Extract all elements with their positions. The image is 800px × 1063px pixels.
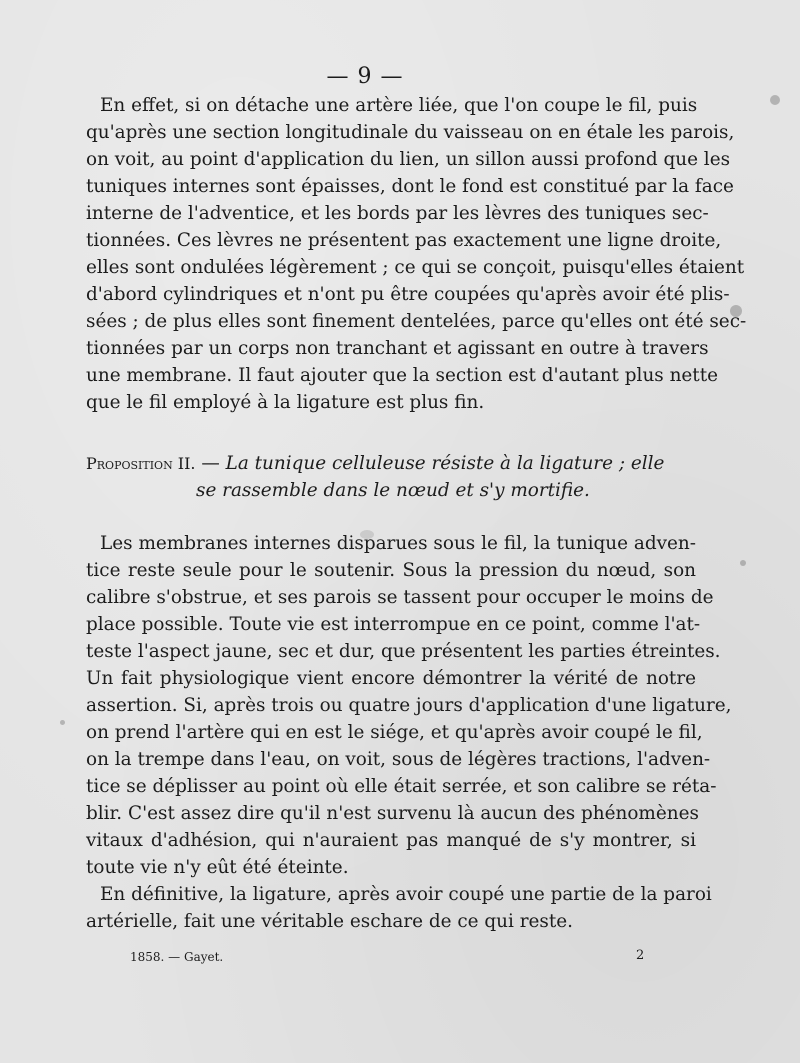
text-line: qu'après une section longitudinale du vaisseau on en étale les parois, bbox=[86, 122, 735, 143]
proposition-text-line: se rassemble dans le nœud et s'y mortifie. bbox=[196, 480, 590, 501]
text-line: En définitive, la ligature, après avoir coupé une partie de la paroi bbox=[100, 884, 712, 905]
text-line: blir. C'est assez dire qu'il n'est survenu là aucun des phénomènes bbox=[86, 803, 699, 824]
text-line: tice reste seule pour le soutenir. Sous la pression du nœud, son bbox=[86, 560, 696, 581]
text-line: on prend l'artère qui en est le siége, et qu'après avoir coupé le fil, bbox=[86, 722, 703, 743]
text-line: une membrane. Il faut ajouter que la section est d'autant plus nette bbox=[86, 365, 718, 386]
paper-speck bbox=[60, 720, 65, 725]
signature-mark: 2 bbox=[636, 948, 645, 963]
text-line: on la trempe dans l'eau, on voit, sous de légères tractions, l'adven- bbox=[86, 749, 711, 770]
text-line: Un fait physiologique vient encore démontrer la vérité de notre bbox=[86, 668, 696, 689]
text-line: assertion. Si, après trois ou quatre jours d'application d'une ligature, bbox=[86, 695, 732, 716]
proposition-heading bbox=[86, 450, 696, 504]
text-line: tice se déplisser au point où elle était serrée, et son calibre se réta- bbox=[86, 776, 717, 797]
text-line: calibre s'obstrue, et ses parois se tassent pour occuper le moins de bbox=[86, 587, 714, 608]
text-line: Les membranes internes disparues sous le fil, la tunique adven- bbox=[100, 533, 696, 554]
text-line: d'abord cylindriques et n'ont pu être coupées qu'après avoir été plis- bbox=[86, 284, 730, 305]
text-line: que le fil employé à la ligature est plus fin. bbox=[86, 392, 485, 413]
page-number: — 9 — bbox=[326, 64, 404, 89]
text-line: tuniques internes sont épaisses, dont le fond est constitué par la face bbox=[86, 176, 734, 197]
text-line: on voit, au point d'application du lien, un sillon aussi profond que les bbox=[86, 149, 731, 170]
text-line: teste l'aspect jaune, sec et dur, que présentent les parties étreintes. bbox=[86, 641, 721, 662]
text-line: sées ; de plus elles sont finement dentelées, parce qu'elles ont été sec- bbox=[86, 311, 747, 332]
printer-imprint: 1858. — Gayet. bbox=[130, 950, 224, 964]
text-line: artérielle, fait une véritable eschare de ce qui reste. bbox=[86, 911, 573, 932]
paper-speck bbox=[770, 95, 780, 105]
text-line: En effet, si on détache une artère liée, que l'on coupe le fil, puis bbox=[100, 95, 698, 116]
paper-speck bbox=[360, 530, 374, 539]
proposition-dash: — bbox=[195, 453, 226, 474]
paper-speck bbox=[740, 560, 746, 566]
text-line: place possible. Toute vie est interrompue en ce point, comme l'at- bbox=[86, 614, 701, 635]
paper-speck bbox=[730, 305, 742, 317]
text-line: vitaux d'adhésion, qui n'auraient pas manqué de s'y montrer, si bbox=[86, 830, 696, 851]
paragraph-2 bbox=[86, 530, 732, 935]
proposition-label: Proposition II. bbox=[86, 454, 196, 473]
text-line: tionnées. Ces lèvres ne présentent pas exactement une ligne droite, bbox=[86, 230, 722, 251]
text-line: interne de l'adventice, et les bords par les lèvres des tuniques sec- bbox=[86, 203, 709, 224]
text-line: toute vie n'y eût été éteinte. bbox=[86, 857, 349, 878]
proposition-text-line: La tunique celluleuse résiste à la ligature ; elle bbox=[225, 453, 665, 474]
text-line: tionnées par un corps non tranchant et agissant en outre à travers bbox=[86, 338, 709, 359]
paragraph-1 bbox=[86, 92, 747, 416]
text-line: elles sont ondulées légèrement ; ce qui se conçoit, puisqu'elles étaient bbox=[86, 257, 745, 278]
